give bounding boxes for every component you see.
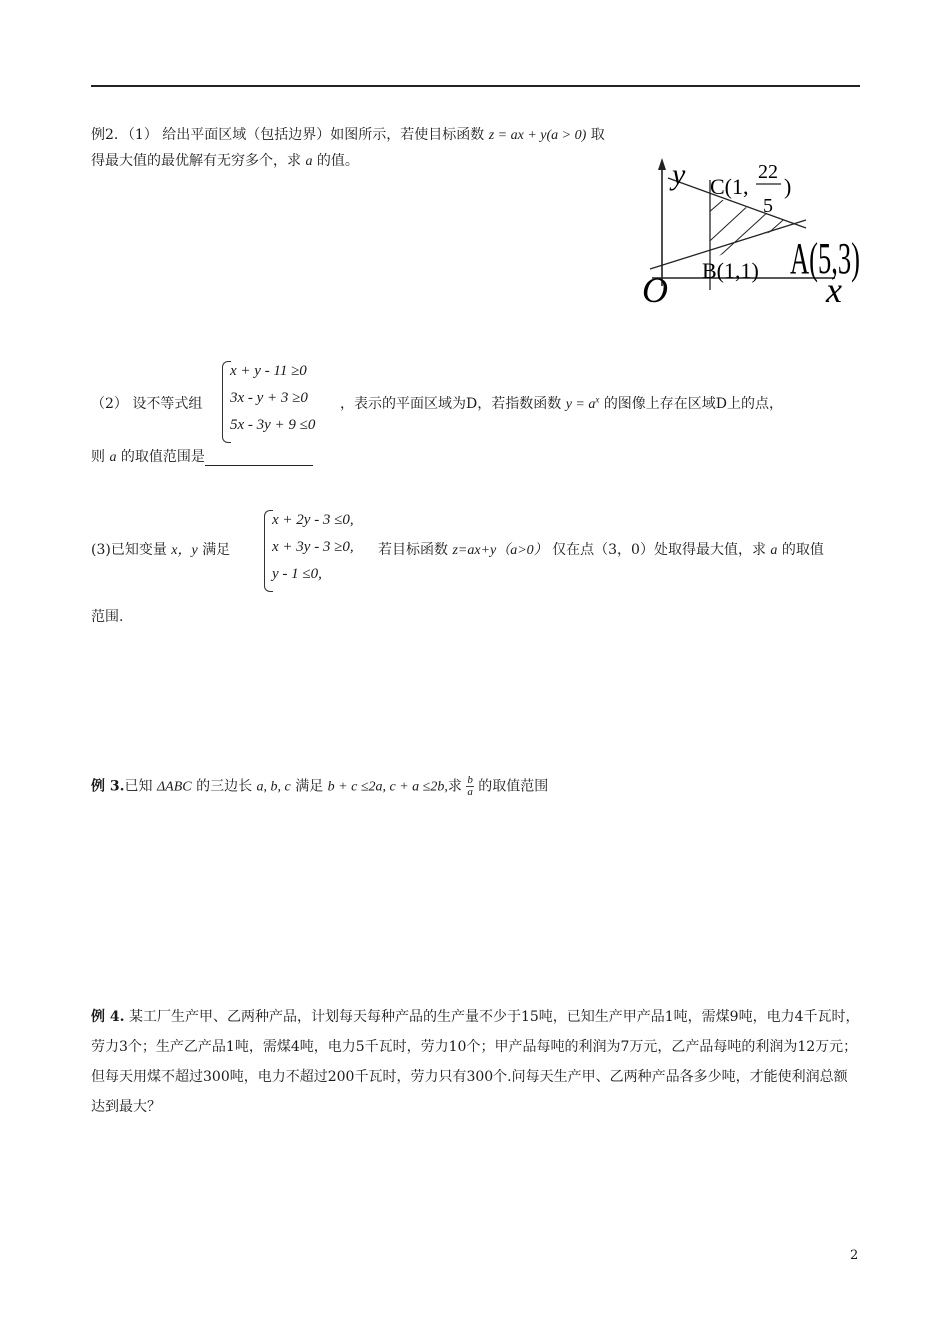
ex2-ineq-3: 5x - 3y + 9 ≤0	[230, 417, 316, 433]
point-c-frac-den: 5	[763, 195, 773, 217]
example-3	[91, 775, 548, 798]
ex2-part1-text-b: 取	[590, 127, 605, 143]
ex3-label: 例 3.	[91, 778, 125, 795]
ex3-triangle: ΔABC	[156, 779, 192, 795]
ex2-inequality-system	[230, 358, 315, 439]
ex3-frac-den: a	[467, 786, 473, 798]
ex2-var-a: a	[305, 154, 313, 169]
ex3-text-a: 已知	[124, 778, 153, 795]
ex2-part2-var-a: a	[109, 450, 117, 465]
ex2-part3-vars: x，y	[171, 543, 198, 558]
ex2-ineq-1: x + y - 11 ≥0	[230, 363, 307, 379]
ex2-part3-text-b: 满足	[202, 542, 231, 558]
point-c-frac-num: 22	[758, 161, 778, 183]
ex4-text: 某工厂生产甲、乙两种产品，计划每天每种产品的生产量不少于15吨，已知生产甲产品1吨，需煤9吨，电力4千瓦时，劳力3个；生产乙产品1吨，需煤4吨，电力5千瓦时，劳力10个；甲产品每吨的利润为7万元，乙产品每吨的利润为12万元；但每天用煤不超过300吨，电力不超过200千瓦时，劳力只有300个.问每天生产甲、乙两种产品各多少吨，才能使利润总额达到最大？	[91, 1009, 860, 1115]
ex2-part3-text-e: 的取值	[781, 542, 824, 558]
ex2-part3-objective: z=ax+y（a>0）	[452, 543, 548, 558]
ex2-part2-text-d: 则	[91, 449, 105, 465]
ex2-part2-text: （2） 设不等式组	[91, 396, 203, 412]
page-number: 2	[850, 1248, 859, 1263]
ex2-part3-text-f: 范围.	[91, 609, 124, 625]
ex3-condition: b + c ≤2a, c + a ≤2b,	[327, 779, 448, 795]
ex2-part2-text-b: ，表示的平面区域为D，若指数函数	[340, 396, 562, 412]
ex3-fraction	[466, 775, 474, 798]
ex2-exp-func: y = a	[565, 397, 596, 412]
point-a-label: A(5,3)	[790, 235, 860, 284]
ex3-text-d: 求	[447, 778, 462, 795]
ex2-part1-line1	[91, 124, 605, 144]
answer-blank	[205, 451, 313, 466]
ex2-part2-text-e: 的取值范围是	[120, 449, 205, 465]
x-axis-label: x	[826, 270, 842, 310]
point-c-label: C(1,	[710, 174, 749, 199]
ex2-part3-lead	[91, 539, 230, 559]
ex2-part3-constraints	[272, 507, 354, 588]
ex2-part3-text-c: 若目标函数	[378, 542, 448, 558]
ex2-part2-text-c: 的图像上存在区域D上的点，	[603, 396, 784, 412]
ex2-part3-ineq-2: x + 3y - 3 ≥0,	[272, 539, 354, 555]
ex2-part1-text-c: 得最大值的最优解有无穷多个，求	[91, 153, 301, 169]
ex2-part3-ineq-1: x + 2y - 3 ≤0,	[272, 512, 354, 528]
ex2-part3-text: (3)已知变量	[91, 542, 167, 558]
header-rule	[91, 85, 860, 87]
ex3-text-e: 的取值范围	[478, 778, 549, 795]
ex3-text-c: 满足	[295, 778, 324, 795]
ex2-objective-expr: z = ax + y(a > 0)	[488, 128, 587, 143]
ex2-part3-line2	[91, 606, 123, 626]
ex2-part2-line1	[340, 393, 783, 413]
ex2-part1-text-d: 的值。	[316, 153, 359, 169]
ex2-part3-var-a: a	[770, 543, 778, 558]
ex3-text-b: 的三边长	[196, 778, 253, 795]
origin-label: O	[642, 270, 668, 310]
ex2-part3-line1	[378, 539, 824, 559]
ex2-part1-text: 例2．（1） 给出平面区域（包括边界）如图所示，若使目标函数	[91, 127, 485, 143]
ex2-exp-sup: x	[595, 394, 600, 405]
ex2-part2-lead	[91, 393, 202, 413]
ex3-sides: a, b, c	[256, 779, 291, 795]
example-4	[91, 1002, 861, 1122]
ex2-part3-text-d: 仅在点（3，0）处取得最大值，求	[552, 542, 766, 558]
ex3-frac-num: b	[467, 774, 473, 786]
ex2-part1-line2	[91, 150, 359, 170]
ex2-part2-line2	[91, 446, 313, 466]
y-axis-arrow	[658, 158, 666, 170]
ex4-label: 例 4.	[91, 1009, 125, 1025]
ex2-ineq-2: 3x - y + 3 ≥0	[230, 390, 308, 406]
feasible-region-figure	[630, 150, 870, 310]
point-c-label-close: )	[784, 174, 792, 199]
y-axis-label: y	[672, 158, 686, 191]
ex2-part3-ineq-3: y - 1 ≤0,	[272, 566, 322, 582]
point-b-label: B(1,1)	[702, 258, 759, 283]
